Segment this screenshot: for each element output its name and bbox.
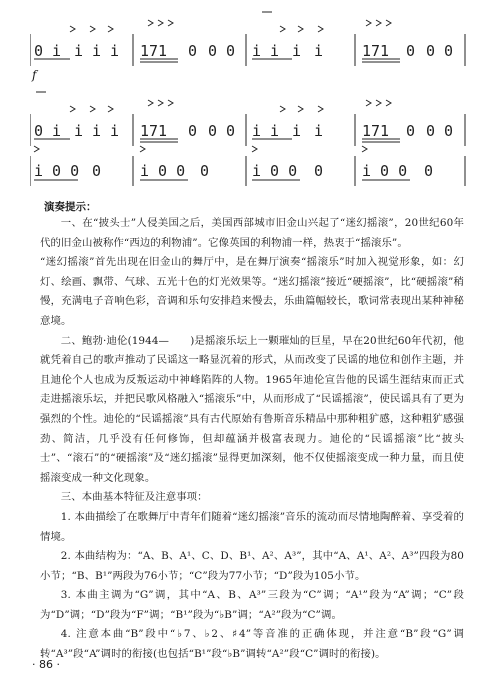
svg-text:0: 0 <box>92 162 102 180</box>
svg-text:i 0 0: i 0 0 <box>362 162 408 180</box>
svg-text:0: 0 <box>444 42 454 60</box>
svg-text:i: i <box>252 122 262 140</box>
svg-text:i: i <box>292 42 302 60</box>
paragraph: 一、在“披头士”人侵美国之后，美国西部城市旧金山兴起了“迷幻摇滚”，20世纪60年代的旧金山被称作“西边的利物浦”。它像英国的利物浦一样，热衷于“摇滚乐”。 <box>40 217 464 249</box>
svg-text:0: 0 <box>34 122 44 140</box>
svg-text:i: i <box>92 122 102 140</box>
score-row-3 <box>30 142 466 192</box>
svg-text:171: 171 <box>140 42 168 60</box>
body-text <box>40 214 464 665</box>
svg-text:i: i <box>74 122 84 140</box>
svg-text:i: i <box>74 42 84 60</box>
svg-text:0: 0 <box>444 122 454 140</box>
svg-text:i 0 0: i 0 0 <box>252 162 298 180</box>
svg-text:171: 171 <box>362 122 390 140</box>
svg-text:0: 0 <box>426 42 436 60</box>
svg-text:171: 171 <box>362 42 390 60</box>
svg-text:171: 171 <box>140 122 168 140</box>
paragraph: 三、本曲基本特征及注意事项： <box>60 491 208 504</box>
svg-text:0: 0 <box>200 162 210 180</box>
svg-text:0: 0 <box>226 42 236 60</box>
svg-text:i: i <box>252 42 262 60</box>
svg-text:i: i <box>270 42 280 60</box>
svg-text:0: 0 <box>34 42 44 60</box>
svg-text:i: i <box>292 122 302 140</box>
svg-text:i: i <box>314 122 324 140</box>
svg-text:i: i <box>52 42 62 60</box>
paragraph: “迷幻摇滚”首先出现在旧金山的舞厅中，是在舞厅演奏“摇滚乐”时加入视觉形象，如：幻灯、绘画、飘带、气球、五光十色的灯光效果等。“迷幻摇滚”接近“硬摇滚”，比“硬摇滚”稍慢，充满电子音响色彩，音调和乐句安排趋来慢去，乐曲篇幅较长，歌词常表现出某种神秘意境。 <box>40 256 464 327</box>
svg-text:i: i <box>52 122 62 140</box>
paragraph: 二、鲍勃·迪伦(1944— )是摇滚乐坛上一颗璀灿的巨星，早在20世纪60年代初，他就凭着自己的歌声推动了民谣这一略显沉着的形式，从而改变了民谣的地位和创作主题，并且迪伦个人也成为反叛运动中神峰陷阵的人物。1965年迪伦宣告他的民谣生涯结束而正式走进摇滚乐坛，并把民歌风格融入“摇滚乐”中，从而形成了“民谣摇滚”，使民谣具有了更为强烈的个性。迪伦的“民谣摇滚”具有古代原始有鲁斯音乐精品中那种粗犷感，这种粗犷感强劲、简洁，几乎没有任何修饰，但却蕴涵并极富表现力。迪伦的“民谣摇滚”比“披头士”、“滚石”的“硬摇滚”及“迷幻摇滚”显得更加深刻，他不仅使摇滚变成一种力量，而且使摇滚变成一种文化现象。 <box>40 334 464 484</box>
dynamic-mark: f <box>32 68 37 82</box>
score-row-2 <box>30 86 466 150</box>
svg-text:0: 0 <box>314 162 324 180</box>
paragraph: 2. 本曲结构为：“A、B、A¹、C、D、B¹、A²、A³”，其中“A、A¹、A²、A³”四段为80小节；“B、B¹”两段为76小节；“C”段为77小节；“D”段为105小节。 <box>40 550 464 582</box>
svg-text:0: 0 <box>208 42 218 60</box>
svg-text:i: i <box>92 42 102 60</box>
svg-text:i: i <box>110 122 120 140</box>
svg-text:i: i <box>314 42 324 60</box>
page-number: · 86 · <box>32 658 60 671</box>
svg-text:0: 0 <box>226 122 236 140</box>
svg-text:0: 0 <box>406 42 416 60</box>
svg-text:0: 0 <box>208 122 218 140</box>
svg-text:0: 0 <box>424 162 434 180</box>
svg-text:i 0 0: i 0 0 <box>140 162 186 180</box>
svg-text:0: 0 <box>406 122 416 140</box>
paragraph: 4. 注意本曲“B”段中“♭7、♭2、♯4”等音准的正确体现，并注意“B”段“G”调转“A³”段“A”调时的衔接(也包括“B¹”段“♭B”调转“A²”段“C”调时的衔接)。 <box>40 628 464 661</box>
score-row-1 <box>30 6 466 70</box>
svg-text:0: 0 <box>426 122 436 140</box>
paragraph: 3. 本曲主调为“G”调，其中“A、B、A³”三段为“C”调；“A¹”段为“A”调；“C”段为“D”调；“D”段为“F”调；“B¹”段为“♭B”调；“A²”段为“C”调。 <box>40 589 464 621</box>
svg-text:i: i <box>110 42 120 60</box>
paragraph: 1. 本曲描绘了在歌舞厅中青年们随着“迷幻摇滚”音乐的流动而尽情地陶醉着、享受着的情境。 <box>40 510 464 543</box>
svg-text:i: i <box>270 122 280 140</box>
svg-text:0: 0 <box>188 42 198 60</box>
svg-text:i 0 0: i 0 0 <box>34 162 80 180</box>
svg-text:0: 0 <box>188 122 198 140</box>
section-title: 演奏提示： <box>44 201 97 213</box>
